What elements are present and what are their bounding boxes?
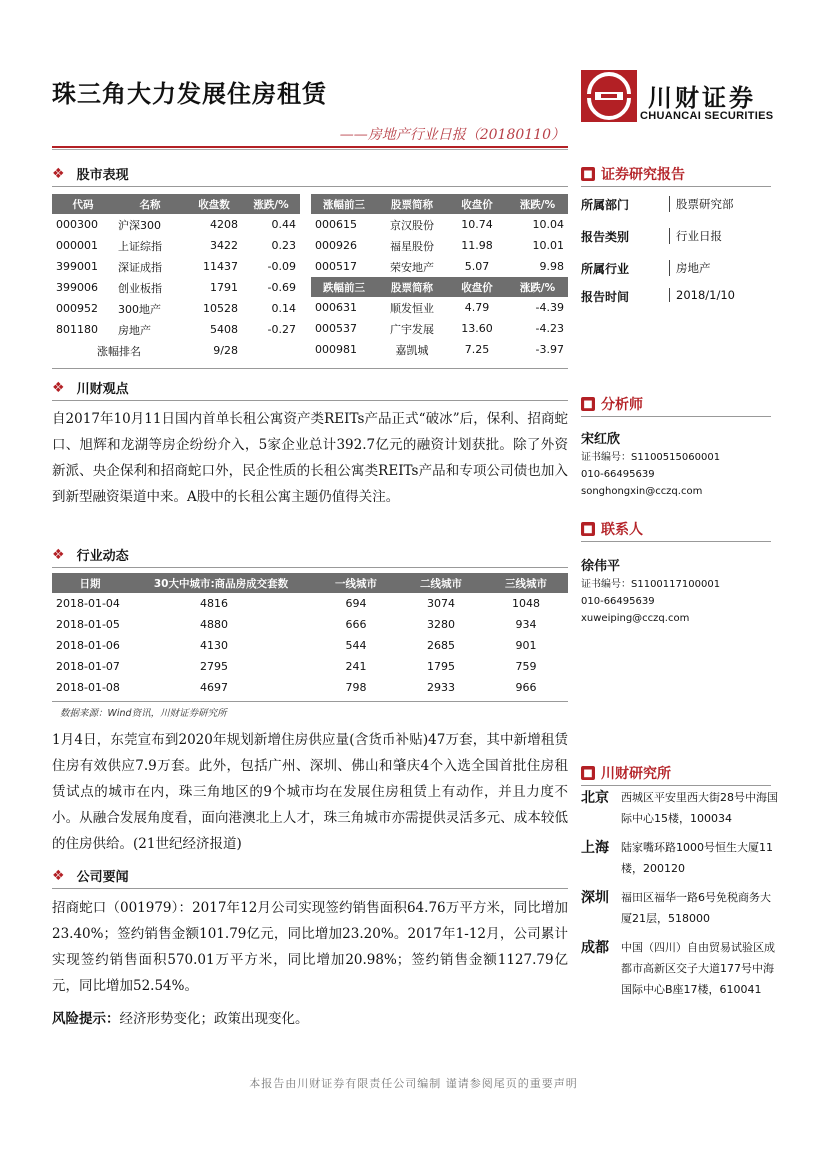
table-row bbox=[52, 593, 568, 614]
rank-label: 涨幅排名 bbox=[97, 344, 141, 358]
cell: 1795 bbox=[427, 660, 455, 673]
office-address: 陆家嘴环路1000号恒生大厦11楼，200120 bbox=[621, 841, 773, 875]
heading-text: 联系人 bbox=[601, 522, 643, 538]
cell: -0.09 bbox=[267, 260, 296, 273]
cell: 房地产 bbox=[118, 323, 151, 337]
analyst-email[interactable]: songhongxin@cczq.com bbox=[581, 486, 703, 497]
analyst-phone: 010-66495639 bbox=[581, 469, 655, 480]
cell: 2018-01-06 bbox=[56, 639, 120, 652]
cell: 10.01 bbox=[532, 239, 564, 252]
square-bullet-icon: ■ bbox=[581, 397, 595, 411]
cell: 13.60 bbox=[461, 322, 493, 335]
cell: 11.98 bbox=[461, 239, 493, 252]
risk-label: 风险提示： bbox=[52, 1011, 120, 1027]
section-view-heading bbox=[52, 378, 129, 397]
office-address: 西城区平安里西大街28号中海国际中心15楼，100034 bbox=[621, 791, 778, 825]
cell: 4816 bbox=[200, 597, 228, 610]
company-logo-icon bbox=[581, 70, 637, 122]
table-row bbox=[311, 214, 568, 235]
cell: 创业板指 bbox=[118, 281, 162, 295]
office-city: 上海 bbox=[581, 840, 609, 856]
analyst-name: 宋红欣 bbox=[581, 432, 621, 447]
table-row bbox=[52, 677, 568, 698]
analyst-card bbox=[581, 428, 771, 500]
table-header-row bbox=[311, 277, 568, 297]
cell: 000981 bbox=[315, 343, 357, 356]
section-title: 股市表现 bbox=[76, 168, 129, 183]
info-label: 报告类别 bbox=[581, 230, 630, 244]
cell: 10.74 bbox=[461, 218, 493, 231]
cell: 4130 bbox=[200, 639, 228, 652]
info-value: 房地产 bbox=[669, 260, 711, 276]
table-row bbox=[52, 235, 300, 256]
cell: 000300 bbox=[56, 218, 98, 231]
cell: 11437 bbox=[203, 260, 238, 273]
section-title: 川财观点 bbox=[76, 382, 129, 397]
cell: 399001 bbox=[56, 260, 98, 273]
cell: 顺发恒业 bbox=[390, 301, 434, 315]
cell: 000631 bbox=[315, 301, 357, 314]
cell: 300地产 bbox=[118, 302, 161, 316]
sidebar-divider bbox=[581, 541, 771, 542]
info-value: 行业日报 bbox=[669, 228, 722, 244]
office-item bbox=[581, 887, 781, 929]
info-row bbox=[581, 228, 771, 260]
cell: 934 bbox=[515, 618, 537, 631]
info-value: 2018/1/10 bbox=[669, 288, 735, 302]
sidebar-divider bbox=[581, 416, 771, 417]
col-header: 收盘价 bbox=[447, 194, 507, 214]
cell: 0.23 bbox=[271, 239, 296, 252]
office-city: 成都 bbox=[581, 940, 609, 956]
cell: 4208 bbox=[210, 218, 238, 231]
col-header: 股票简称 bbox=[377, 194, 447, 214]
cell: 2795 bbox=[200, 660, 228, 673]
cell: 2018-01-05 bbox=[56, 618, 120, 631]
cell: 666 bbox=[345, 618, 367, 631]
col-header: 30大中城市:商品房成交套数 bbox=[128, 573, 314, 593]
cell: 759 bbox=[515, 660, 537, 673]
contact-cert: 证书编号：S1100117100001 bbox=[581, 579, 721, 590]
sidebar-analyst-heading bbox=[581, 394, 643, 414]
col-header: 涨跌/% bbox=[242, 194, 300, 214]
office-list bbox=[581, 787, 781, 1000]
info-row bbox=[581, 288, 771, 316]
cell: 241 bbox=[345, 660, 367, 673]
cell: 4.79 bbox=[464, 301, 490, 314]
diamond-bullet-icon: ❖ bbox=[52, 165, 65, 182]
cell: 深证成指 bbox=[118, 260, 162, 274]
company-paragraph: 招商蛇口（001979）：2017年12月公司实现签约销售面积64.76万平方米，同比增加23.40%；签约销售金额101.79亿元，同比增加23.20%。2017年1-12月，公司累计实现签约销售面积570.01万平方米，同比增加20.98%；签约销售金额1127.79亿元，同比增加52.54%。 bbox=[52, 900, 568, 994]
cell: 9.98 bbox=[539, 260, 564, 273]
info-value: 股票研究部 bbox=[669, 196, 734, 212]
cell: -0.69 bbox=[267, 281, 296, 294]
info-label: 所属部门 bbox=[581, 198, 630, 212]
col-header: 收盘数 bbox=[186, 194, 242, 214]
section-company-heading bbox=[52, 866, 129, 885]
sidebar-divider bbox=[581, 785, 771, 786]
risk-line bbox=[52, 1006, 568, 1032]
table-bottom-rule bbox=[52, 368, 568, 369]
table-row bbox=[52, 656, 568, 677]
col-header: 日期 bbox=[52, 573, 128, 593]
col-header: 代码 bbox=[52, 194, 114, 214]
table-row bbox=[311, 235, 568, 256]
cell: 544 bbox=[345, 639, 367, 652]
office-address: 中国（四川）自由贸易试验区成都市高新区交子大道177号中海国际中心B座17楼，610041 bbox=[621, 941, 775, 996]
table-row bbox=[52, 298, 300, 319]
table-header-row bbox=[52, 194, 300, 214]
analyst-cert: 证书编号：S1100515060001 bbox=[581, 452, 721, 463]
cell: 0.14 bbox=[271, 302, 296, 315]
col-header: 收盘价 bbox=[447, 277, 507, 297]
cell: 2018-01-08 bbox=[56, 681, 120, 694]
cell: 上证综指 bbox=[118, 239, 162, 253]
col-header: 涨跌/% bbox=[507, 277, 568, 297]
sidebar-contact-heading bbox=[581, 519, 643, 539]
cell: 10.04 bbox=[532, 218, 564, 231]
office-item bbox=[581, 937, 781, 1000]
cell: 4697 bbox=[200, 681, 228, 694]
cell: 10528 bbox=[203, 302, 238, 315]
cell: 000952 bbox=[56, 302, 98, 315]
diamond-bullet-icon: ❖ bbox=[52, 546, 65, 563]
heading-text: 川财研究所 bbox=[601, 766, 671, 782]
cell: -0.27 bbox=[267, 323, 296, 336]
office-address: 福田区福华一路6号免税商务大厦21层，518000 bbox=[621, 891, 771, 925]
cell: 000001 bbox=[56, 239, 98, 252]
table-row bbox=[311, 297, 568, 318]
cell: 000615 bbox=[315, 218, 357, 231]
cell: 2685 bbox=[427, 639, 455, 652]
table-row bbox=[52, 635, 568, 656]
office-city: 深圳 bbox=[581, 890, 609, 906]
industry-paragraph: 1月4日，东莞宣布到2020年规划新增住房供应量(含货币补贴)47万套，其中新增租赁住房有效供应7.9万套。此外，包括广州、深圳、佛山和肇庆4个入选全国首批住房租赁试点的城市在内，珠三角地区的9个城市均在发展住房租赁上有动作，并且力度不小。从融合发展角度看，面向港澳北上人才，珠三角城市亦需提供灵活多元、成本较低的住房供给。(21世纪经济报道) bbox=[52, 732, 568, 852]
table-header-row bbox=[52, 573, 568, 593]
table-row bbox=[311, 339, 568, 360]
cell: 广宇发展 bbox=[390, 322, 434, 336]
section-title: 行业动态 bbox=[76, 549, 129, 564]
cell: 4880 bbox=[200, 618, 228, 631]
sidebar-institute-heading bbox=[581, 763, 671, 783]
sidebar-report-heading bbox=[581, 164, 685, 184]
info-label: 所属行业 bbox=[581, 262, 630, 276]
cell: 694 bbox=[345, 597, 367, 610]
cell: 399006 bbox=[56, 281, 98, 294]
office-item bbox=[581, 787, 781, 829]
report-info-list bbox=[581, 196, 771, 316]
square-bullet-icon: ■ bbox=[581, 167, 595, 181]
square-bullet-icon: ■ bbox=[581, 766, 595, 780]
contact-phone: 010-66495639 bbox=[581, 596, 655, 607]
table-row bbox=[52, 277, 300, 298]
col-header: 涨跌/% bbox=[507, 194, 568, 214]
table-row bbox=[52, 256, 300, 277]
contact-email[interactable]: xuweiping@cczq.com bbox=[581, 613, 690, 624]
section-divider bbox=[52, 186, 568, 187]
report-subtitle: ——房地产行业日报（20180110） bbox=[339, 127, 565, 143]
data-source-note: 数据来源：Wind资讯，川财证券研究所 bbox=[60, 708, 227, 719]
diamond-bullet-icon: ❖ bbox=[52, 867, 65, 884]
section-divider bbox=[52, 888, 568, 889]
table-row bbox=[311, 256, 568, 277]
cell: 2018-01-07 bbox=[56, 660, 120, 673]
cell: 沪深300 bbox=[118, 218, 161, 232]
square-bullet-icon: ■ bbox=[581, 522, 595, 536]
table-bottom-rule bbox=[52, 701, 568, 702]
section-market-heading bbox=[52, 164, 129, 183]
section-industry-heading bbox=[52, 545, 129, 564]
cell: 2018-01-04 bbox=[56, 597, 120, 610]
industry-table bbox=[52, 573, 568, 698]
cell: 福星股份 bbox=[390, 239, 434, 253]
col-header: 三线城市 bbox=[484, 573, 568, 593]
section-divider bbox=[52, 400, 568, 401]
cell: 2933 bbox=[427, 681, 455, 694]
table-row bbox=[311, 318, 568, 339]
cell: 1048 bbox=[512, 597, 540, 610]
diamond-bullet-icon: ❖ bbox=[52, 379, 65, 396]
heading-text: 证券研究报告 bbox=[601, 167, 685, 183]
contact-name: 徐伟平 bbox=[581, 559, 621, 574]
cell: -4.23 bbox=[535, 322, 564, 335]
col-header: 二线城市 bbox=[398, 573, 484, 593]
info-label: 报告时间 bbox=[581, 290, 630, 304]
cell: -4.39 bbox=[535, 301, 564, 314]
col-header: 名称 bbox=[114, 194, 186, 214]
cell: 000926 bbox=[315, 239, 357, 252]
cell: 798 bbox=[345, 681, 367, 694]
cell: 000517 bbox=[315, 260, 357, 273]
cell: 嘉凯城 bbox=[395, 343, 429, 357]
cell: 3280 bbox=[427, 618, 455, 631]
cell: -3.97 bbox=[535, 343, 564, 356]
info-row bbox=[581, 260, 771, 288]
cell: 3074 bbox=[427, 597, 455, 610]
rank-value: 9/28 bbox=[213, 344, 238, 357]
office-city: 北京 bbox=[581, 790, 609, 806]
cell: 3422 bbox=[210, 239, 238, 252]
cell: 5.07 bbox=[464, 260, 490, 273]
gainers-losers-table bbox=[311, 194, 568, 360]
table-row-rank bbox=[52, 340, 300, 361]
cell: 7.25 bbox=[464, 343, 490, 356]
section-divider bbox=[52, 567, 568, 568]
cell: 0.44 bbox=[271, 218, 296, 231]
header-rule-thin bbox=[52, 149, 568, 150]
col-header: 股票简称 bbox=[377, 277, 447, 297]
company-name-en: CHUANCAI SECURITIES bbox=[640, 110, 774, 122]
index-table bbox=[52, 194, 300, 361]
cell: 801180 bbox=[56, 323, 98, 336]
table-row bbox=[52, 214, 300, 235]
contact-card bbox=[581, 555, 771, 627]
table-row bbox=[52, 319, 300, 340]
report-title: 珠三角大力发展住房租赁 bbox=[52, 79, 327, 108]
company-name-cn: 川财证券 bbox=[648, 84, 756, 112]
table-row bbox=[52, 614, 568, 635]
table-header-row bbox=[311, 194, 568, 214]
col-header: 一线城市 bbox=[314, 573, 398, 593]
risk-text: 经济形势变化；政策出现变化。 bbox=[119, 1011, 309, 1027]
heading-text: 分析师 bbox=[601, 397, 643, 413]
office-item bbox=[581, 837, 781, 879]
cell: 966 bbox=[515, 681, 537, 694]
section-title: 公司要闻 bbox=[76, 870, 129, 885]
cell: 5408 bbox=[210, 323, 238, 336]
cell: 000537 bbox=[315, 322, 357, 335]
info-row bbox=[581, 196, 771, 228]
cell: 京汉股份 bbox=[390, 218, 434, 232]
header-rule bbox=[52, 146, 568, 148]
footer-disclaimer: 本报告由川财证券有限责任公司编制 谨请参阅尾页的重要声明 bbox=[249, 1077, 578, 1090]
cell: 荣安地产 bbox=[390, 260, 434, 274]
view-paragraph: 自2017年10月11日国内首单长租公寓资产类REITs产品正式“破冰”后，保利、招商蛇口、旭辉和龙湖等房企纷纷介入，5家企业总计392.7亿元的融资计划获批。除了外资新派、央企保利和招商蛇口外，民企性质的长租公寓类REITs产品和专项公司债也加入到新型融资渠道中来。A股中的长租公寓主题仍值得关注。 bbox=[52, 411, 568, 505]
col-header: 跌幅前三 bbox=[311, 277, 377, 297]
col-header: 涨幅前三 bbox=[311, 194, 377, 214]
cell: 1791 bbox=[210, 281, 238, 294]
sidebar-divider bbox=[581, 186, 771, 187]
cell: 901 bbox=[515, 639, 537, 652]
